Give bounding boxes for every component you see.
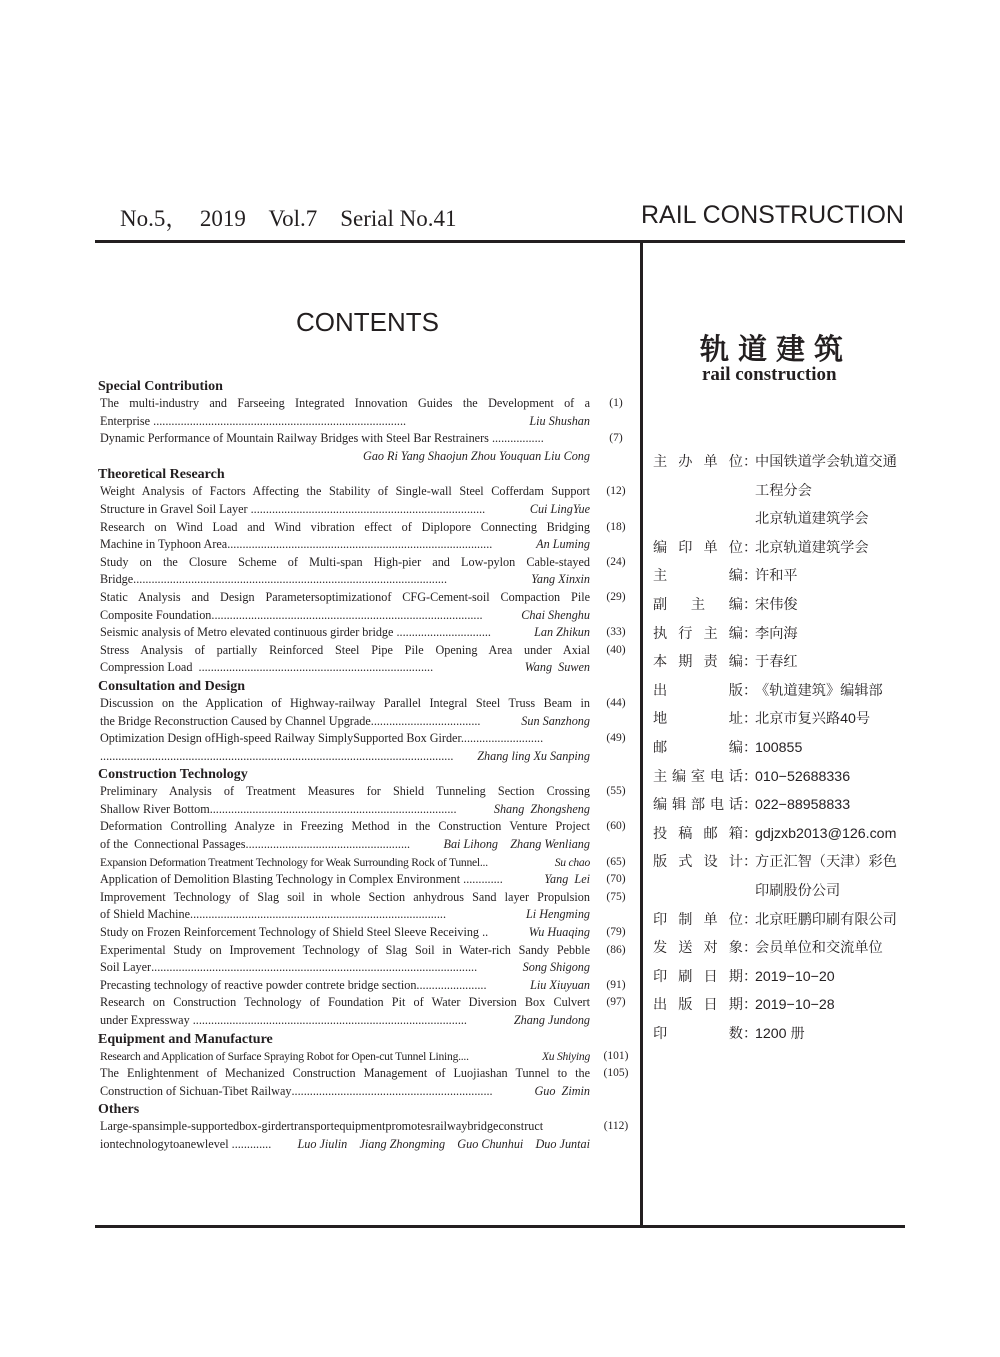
page-number: (105) — [603, 1067, 629, 1080]
page-number: (60) — [606, 820, 626, 833]
leader-dots: ................................................................................... — [153, 413, 407, 428]
masthead-colon: ： — [743, 997, 758, 1014]
page-number: (101) — [603, 1049, 629, 1062]
entry-line — [100, 1136, 590, 1154]
entry-line — [100, 624, 590, 642]
leader-dots: ......................................................................................... — [211, 607, 483, 622]
entry-line — [100, 501, 590, 519]
masthead-value: 印刷股份公司 — [755, 882, 841, 899]
leader-dots: ....................................................................................................... — [133, 572, 447, 587]
entry-title-text: Optimization Design ofHigh-speed Railway SimplySupported Box Girder — [100, 731, 461, 746]
entry-title-text: Research on Wind Load and Wind vibration effect of Diplopore Connecting Bridging — [100, 519, 590, 534]
entry-title-text: Expansion Deformation Treatment Technology for Weak Surrounding Rock of Tunnel — [100, 855, 480, 869]
masthead-value: 工程分会 — [755, 482, 812, 499]
entry-title-text: Soil Layer — [100, 960, 152, 975]
masthead-row — [653, 767, 953, 796]
masthead-row — [653, 995, 953, 1024]
entry-line — [100, 1065, 590, 1083]
entry-line — [100, 695, 590, 713]
masthead-value: 1200 册 — [755, 1025, 805, 1042]
section-title: Theoretical Research — [98, 467, 225, 483]
entry-author: Li Hengming — [522, 907, 590, 922]
masthead-value: 于春红 — [755, 654, 798, 671]
toc-entry — [98, 1118, 628, 1153]
entry-title-text: Large-spansimple-supportedbox-girdertransportequipmentpromotesrailwaybridgeconstruct — [100, 1119, 544, 1134]
toc-entry — [98, 624, 628, 642]
leader-dots: ........................... — [460, 731, 544, 746]
entry-title-text: iontechnologytoanewlevel — [100, 1136, 232, 1151]
masthead-label: 本期责编 — [653, 654, 743, 671]
entry-title-text: Research and Application of Surface Spraying Robot for Open-cut Tunnel Lining — [100, 1049, 459, 1063]
page-number: (86) — [606, 943, 626, 956]
masthead-value: 《轨道建筑》编辑部 — [755, 682, 883, 699]
masthead-colon: ： — [743, 625, 758, 642]
entry-title-text: Construction of Sichuan-Tibet Railway — [100, 1083, 292, 1098]
entry-line — [100, 994, 590, 1012]
page-number: (70) — [606, 873, 626, 886]
entry-title-text: Study on the Closure Scheme of Multi-span High-pier and Low-pylon Cable-stayed — [100, 554, 590, 569]
page-number: (12) — [606, 485, 626, 498]
page-number: (33) — [606, 626, 626, 639]
masthead-label: 印数 — [653, 1025, 743, 1042]
page-number: (55) — [606, 785, 626, 798]
leader-dots: ............................... — [396, 625, 491, 640]
entry-line — [100, 871, 590, 889]
masthead-colon: ： — [743, 454, 758, 470]
section-title: Others — [98, 1102, 140, 1118]
leader-dots: ................................................................................. — [209, 801, 457, 816]
entry-line — [100, 483, 590, 501]
masthead-value: 中国铁道学会轨道交通 — [755, 454, 897, 470]
masthead-row — [653, 824, 953, 853]
masthead-label: 主编室电话 — [653, 768, 743, 785]
masthead-value: 2019−10−20 — [755, 968, 835, 985]
masthead-label: 副主编 — [653, 596, 743, 613]
entry-line — [100, 959, 590, 977]
entry-line — [100, 748, 590, 766]
entry-author: Bai Lihong Zhang Wenliang — [440, 837, 590, 852]
entry-line — [100, 1118, 590, 1136]
entry-title-text: Structure in Gravel Soil Layer — [100, 501, 251, 516]
masthead-label: 出版 — [653, 682, 743, 699]
masthead-label: 印制单位 — [653, 911, 743, 928]
masthead-label: 主编 — [653, 568, 743, 585]
entry-title-text: Enterprise — [100, 413, 154, 428]
entry-line — [100, 554, 590, 572]
entry-line — [100, 642, 590, 660]
page-number: (18) — [606, 520, 626, 533]
entry-line — [100, 1012, 590, 1030]
toc-entry — [98, 977, 628, 995]
page-number: (91) — [606, 978, 626, 991]
masthead-value: 北京市复兴路40号 — [755, 711, 871, 728]
masthead-colon: ： — [743, 682, 758, 699]
leader-dots: ....................................................................................... — [227, 537, 493, 552]
masthead-colon — [743, 881, 755, 910]
masthead-row — [653, 1024, 953, 1053]
toc-entry — [98, 889, 628, 924]
masthead-colon: ： — [743, 940, 758, 957]
toc-entry — [98, 554, 628, 589]
entry-title-text: Experimental Study on Improvement Technology of Slag Soil in Water-rich Sandy Pebble — [100, 942, 590, 957]
masthead-row — [653, 681, 953, 710]
entry-line — [100, 889, 590, 907]
bottom-rule — [95, 1225, 905, 1228]
masthead-row — [653, 738, 953, 767]
masthead-row — [653, 595, 953, 624]
masthead-value: 010−52688336 — [755, 768, 851, 785]
masthead-label: 邮编 — [653, 739, 743, 756]
leader-dots: .................................... — [370, 713, 481, 728]
entry-title-text: Stress Analysis of partially Reinforced Steel Pipe Pile Opening Area under Axial — [100, 642, 590, 657]
masthead-row — [653, 938, 953, 967]
entry-author: Liu Shushan — [526, 413, 590, 428]
section-title: Special Contribution — [98, 379, 223, 394]
masthead-row — [653, 624, 953, 653]
masthead-label: 编辑部电话 — [653, 797, 743, 814]
toc-entry — [98, 818, 628, 853]
entry-author: Luo Jiulin Jiang Zhongming Guo Chunhui Duo Juntai — [294, 1136, 590, 1151]
masthead-row — [653, 566, 953, 595]
masthead-colon: ： — [743, 797, 758, 814]
page-number: (75) — [606, 890, 626, 903]
entry-author: Xu Shiying — [541, 1049, 590, 1063]
entry-title-text: Preliminary Analysis of Treatment Measures for Shield Tunneling Section Crossing — [100, 784, 590, 799]
masthead-label: 发送对象 — [653, 940, 743, 957]
entry-title-text: Shallow River Bottom — [100, 801, 210, 816]
entry-title-text: Improvement Technology of Slag soil in whole Section anhydrous Sand layer Propulsion — [100, 889, 590, 904]
page-number: (65) — [606, 855, 626, 868]
top-rule — [95, 240, 905, 243]
entry-title-text: Precasting technology of reactive powder contrete bridge section — [100, 977, 417, 992]
masthead-value: 会员单位和交流单位 — [755, 940, 883, 957]
entry-title-text: of Shield Machine — [100, 907, 191, 922]
entry-title-text: the Bridge Reconstruction Caused by Channel Upgrade — [100, 713, 371, 728]
page-number: (1) — [609, 397, 623, 409]
journal-name-en: rail construction — [702, 364, 837, 385]
masthead-info — [653, 452, 953, 1052]
toc-entry — [98, 695, 628, 730]
issue-line: No.5， 2019 Vol.7 Serial No.41 — [120, 206, 457, 231]
entry-title-text: Deformation Controlling Analyze in Freezing Method in the Construction Venture Project — [100, 819, 590, 834]
masthead-colon: ： — [743, 911, 758, 928]
entry-author: Shang Zhongsheng — [490, 801, 590, 816]
masthead-row — [653, 538, 953, 567]
entry-author: Guo Zimin — [534, 1083, 590, 1098]
masthead-label: 投稿邮箱 — [653, 825, 743, 842]
masthead-colon: ： — [743, 739, 758, 756]
masthead-label: 主办单位 — [653, 454, 743, 470]
entry-title-text: Compression Load — [100, 660, 199, 675]
toc-entry — [98, 1048, 628, 1066]
masthead-row — [653, 967, 953, 996]
masthead-label: 地址 — [653, 711, 743, 728]
leader-dots: .. — [482, 925, 489, 940]
masthead-row — [653, 652, 953, 681]
masthead-value: 北京轨道建筑学会 — [755, 539, 869, 556]
masthead-label: 执行主编 — [653, 625, 743, 642]
masthead-colon: ： — [743, 654, 758, 671]
leader-dots: ........................................................................................................... — [151, 960, 478, 975]
masthead-colon: ： — [743, 854, 758, 871]
leader-dots: ...................................................... — [245, 837, 411, 852]
masthead-colon: ： — [743, 539, 758, 556]
toc-entry — [98, 730, 628, 765]
entry-title-text: Dynamic Performance of Mountain Railway Bridges with Steel Bar Restrainers — [100, 431, 492, 446]
page-number: (49) — [606, 732, 626, 745]
masthead-label: 出版日期 — [653, 997, 743, 1014]
entry-author: Song Shigong — [522, 960, 590, 975]
contents-heading: CONTENTS — [296, 307, 439, 337]
masthead-colon: ： — [743, 968, 758, 985]
masthead-colon: ： — [743, 768, 758, 785]
entry-author: Gao Ri Yang Shaojun Zhou Youquan Liu Cong — [363, 448, 590, 463]
leader-dots: .................................................................................... — [190, 907, 446, 922]
masthead-label — [653, 509, 743, 538]
masthead-colon: ： — [743, 1025, 758, 1042]
toc-entry — [98, 854, 628, 872]
page-number: (29) — [606, 590, 626, 603]
page-number: (112) — [603, 1120, 629, 1133]
entry-line — [100, 659, 590, 677]
entry-line — [100, 783, 590, 801]
masthead-colon — [743, 509, 755, 538]
masthead-row — [653, 452, 953, 481]
leader-dots: .................................................................. — [291, 1083, 493, 1098]
masthead-colon: ： — [743, 596, 758, 613]
masthead-colon: ： — [743, 825, 758, 842]
column-divider — [640, 243, 643, 1227]
toc-entry — [98, 1065, 628, 1100]
masthead-row — [653, 881, 953, 910]
leader-dots: .... — [458, 1049, 469, 1063]
entry-line — [100, 589, 590, 607]
toc-entry — [98, 924, 628, 942]
journal-name-cn: 轨道建筑 — [700, 334, 853, 366]
leader-dots: ....................... — [416, 977, 487, 992]
entry-author: Liu Xiuyuan — [527, 977, 590, 992]
masthead-value: 宋伟俊 — [755, 596, 798, 613]
entry-line — [100, 906, 590, 924]
entry-line — [100, 713, 590, 731]
masthead-row — [653, 481, 953, 510]
leader-dots: ............. — [463, 872, 503, 887]
toc-entry — [98, 519, 628, 554]
toc-entry — [98, 395, 628, 430]
journal-title-caps: RAIL CONSTRUCTION — [641, 201, 904, 229]
section-title: Equipment and Manufacture — [98, 1031, 273, 1047]
entry-line — [100, 519, 590, 537]
masthead-value: gdjzxb2013@126.com — [755, 825, 897, 842]
entry-author: Wu Huaqing — [528, 925, 590, 940]
entry-author: Yang Xinxin — [531, 572, 590, 587]
toc-entry — [98, 430, 628, 465]
toc-entry — [98, 483, 628, 518]
entry-title-text: Application of Demolition Blasting Technology in Complex Environment — [100, 872, 464, 887]
masthead-row — [653, 509, 953, 538]
masthead-colon: ： — [743, 711, 758, 728]
masthead-label: 版式设计 — [653, 854, 743, 871]
entry-title-text: of the Connectional Passages — [100, 837, 246, 852]
toc-entry — [98, 942, 628, 977]
masthead-row — [653, 709, 953, 738]
masthead-value: 022−88958833 — [755, 797, 851, 814]
entry-title-text: Weight Analysis of Factors Affecting the Stability of Single-wall Steel Cofferdam Support — [100, 484, 590, 499]
entry-line — [100, 395, 590, 413]
page-number: (97) — [606, 996, 626, 1009]
entry-line — [100, 536, 590, 554]
leader-dots: ................. — [491, 431, 544, 446]
entry-title-text: Static Analysis and Design Parametersoptimizationof CFG-Cement-soil Compaction Pile — [100, 589, 590, 604]
section-title: Consultation and Design — [98, 678, 246, 694]
page-number: (40) — [606, 643, 626, 656]
toc-entry — [98, 994, 628, 1029]
entry-line — [100, 1083, 590, 1101]
entry-title-text: The Enlightenment of Mechanized Construction Management of Luojiashan Tunnel to the — [100, 1066, 590, 1081]
entry-line — [100, 571, 590, 589]
masthead-colon: ： — [743, 568, 758, 585]
entry-title-text: Composite Foundation — [100, 607, 212, 622]
entry-title-text: Discussion on the Application of Highway-railway Parallel Integral Steel Truss Beam in — [100, 695, 590, 710]
entry-author: Cui LingYue — [526, 501, 590, 516]
entry-line — [100, 448, 590, 466]
masthead-label: 编印单位 — [653, 539, 743, 556]
entry-line — [100, 801, 590, 819]
entry-author: Zhang ling Xu Sanping — [477, 748, 590, 763]
masthead-value: 李向海 — [755, 625, 798, 642]
masthead-value: 许和平 — [755, 568, 798, 585]
entry-title-text: Machine in Typhoon Area — [100, 537, 228, 552]
entry-author: Chai Shenghu — [521, 607, 590, 622]
masthead-row — [653, 852, 953, 881]
entry-title-text: The multi-industry and Farseeing Integrated Innovation Guides the Development of a — [100, 396, 590, 410]
entry-author: Lan Zhikun — [531, 625, 590, 640]
toc-entry — [98, 783, 628, 818]
leader-dots: ............. — [231, 1136, 272, 1151]
masthead-colon — [743, 481, 755, 510]
entry-line — [100, 836, 590, 854]
toc-entry — [98, 642, 628, 677]
leader-dots: .................................................................................................................... — [100, 748, 454, 763]
entry-line — [100, 924, 590, 942]
leader-dots: .......................................................................................... — [192, 1013, 467, 1027]
entry-author: Su chao — [554, 855, 590, 869]
masthead-label: 印刷日期 — [653, 968, 743, 985]
entry-title-text: Seismic analysis of Metro elevated continuous girder bridge — [100, 625, 397, 640]
leader-dots: ............................................................................. — [198, 660, 434, 675]
masthead-row — [653, 910, 953, 939]
page-number: (24) — [606, 555, 626, 568]
entry-title-text: Study on Frozen Reinforcement Technology of Shield Steel Sleeve Receiving — [100, 925, 483, 940]
masthead-value: 100855 — [755, 739, 803, 756]
entry-author: An Luming — [536, 537, 590, 552]
table-of-contents — [98, 377, 628, 1154]
masthead-value: 北京旺鹏印刷有限公司 — [755, 911, 897, 928]
entry-line — [100, 942, 590, 960]
toc-entry — [98, 871, 628, 889]
entry-line — [100, 1048, 590, 1066]
masthead-value: 2019−10−28 — [755, 997, 835, 1014]
masthead-label — [653, 881, 743, 910]
entry-line — [100, 413, 590, 431]
entry-author: Sun Sanzhong — [521, 713, 590, 728]
masthead-value: 方正汇智（天津）彩色 — [755, 854, 897, 871]
entry-line — [100, 430, 590, 448]
entry-line — [100, 607, 590, 625]
entry-author: Zhang Jundong — [510, 1013, 590, 1027]
masthead-row — [653, 795, 953, 824]
entry-title-text: Bridge — [100, 572, 134, 587]
entry-title-text: Research on Construction Technology of Foundation Pit of Water Diversion Box Culvert — [100, 995, 590, 1010]
page-number: (79) — [606, 926, 626, 939]
entry-title-text: under Expressway — [100, 1013, 193, 1027]
entry-author: Yang Lei — [544, 872, 590, 887]
entry-line — [100, 818, 590, 836]
entry-author: Wang Suwen — [524, 660, 590, 675]
section-title: Construction Technology — [98, 767, 248, 783]
entry-line — [100, 854, 590, 872]
entry-line — [100, 977, 590, 995]
masthead-label — [653, 481, 743, 510]
masthead-value: 北京轨道建筑学会 — [755, 511, 869, 528]
toc-entry — [98, 589, 628, 624]
leader-dots: ... — [479, 855, 488, 869]
page-number: (44) — [606, 696, 626, 709]
leader-dots: ............................................................................. — [250, 501, 486, 516]
page-number: (7) — [609, 432, 623, 445]
entry-line — [100, 730, 590, 748]
